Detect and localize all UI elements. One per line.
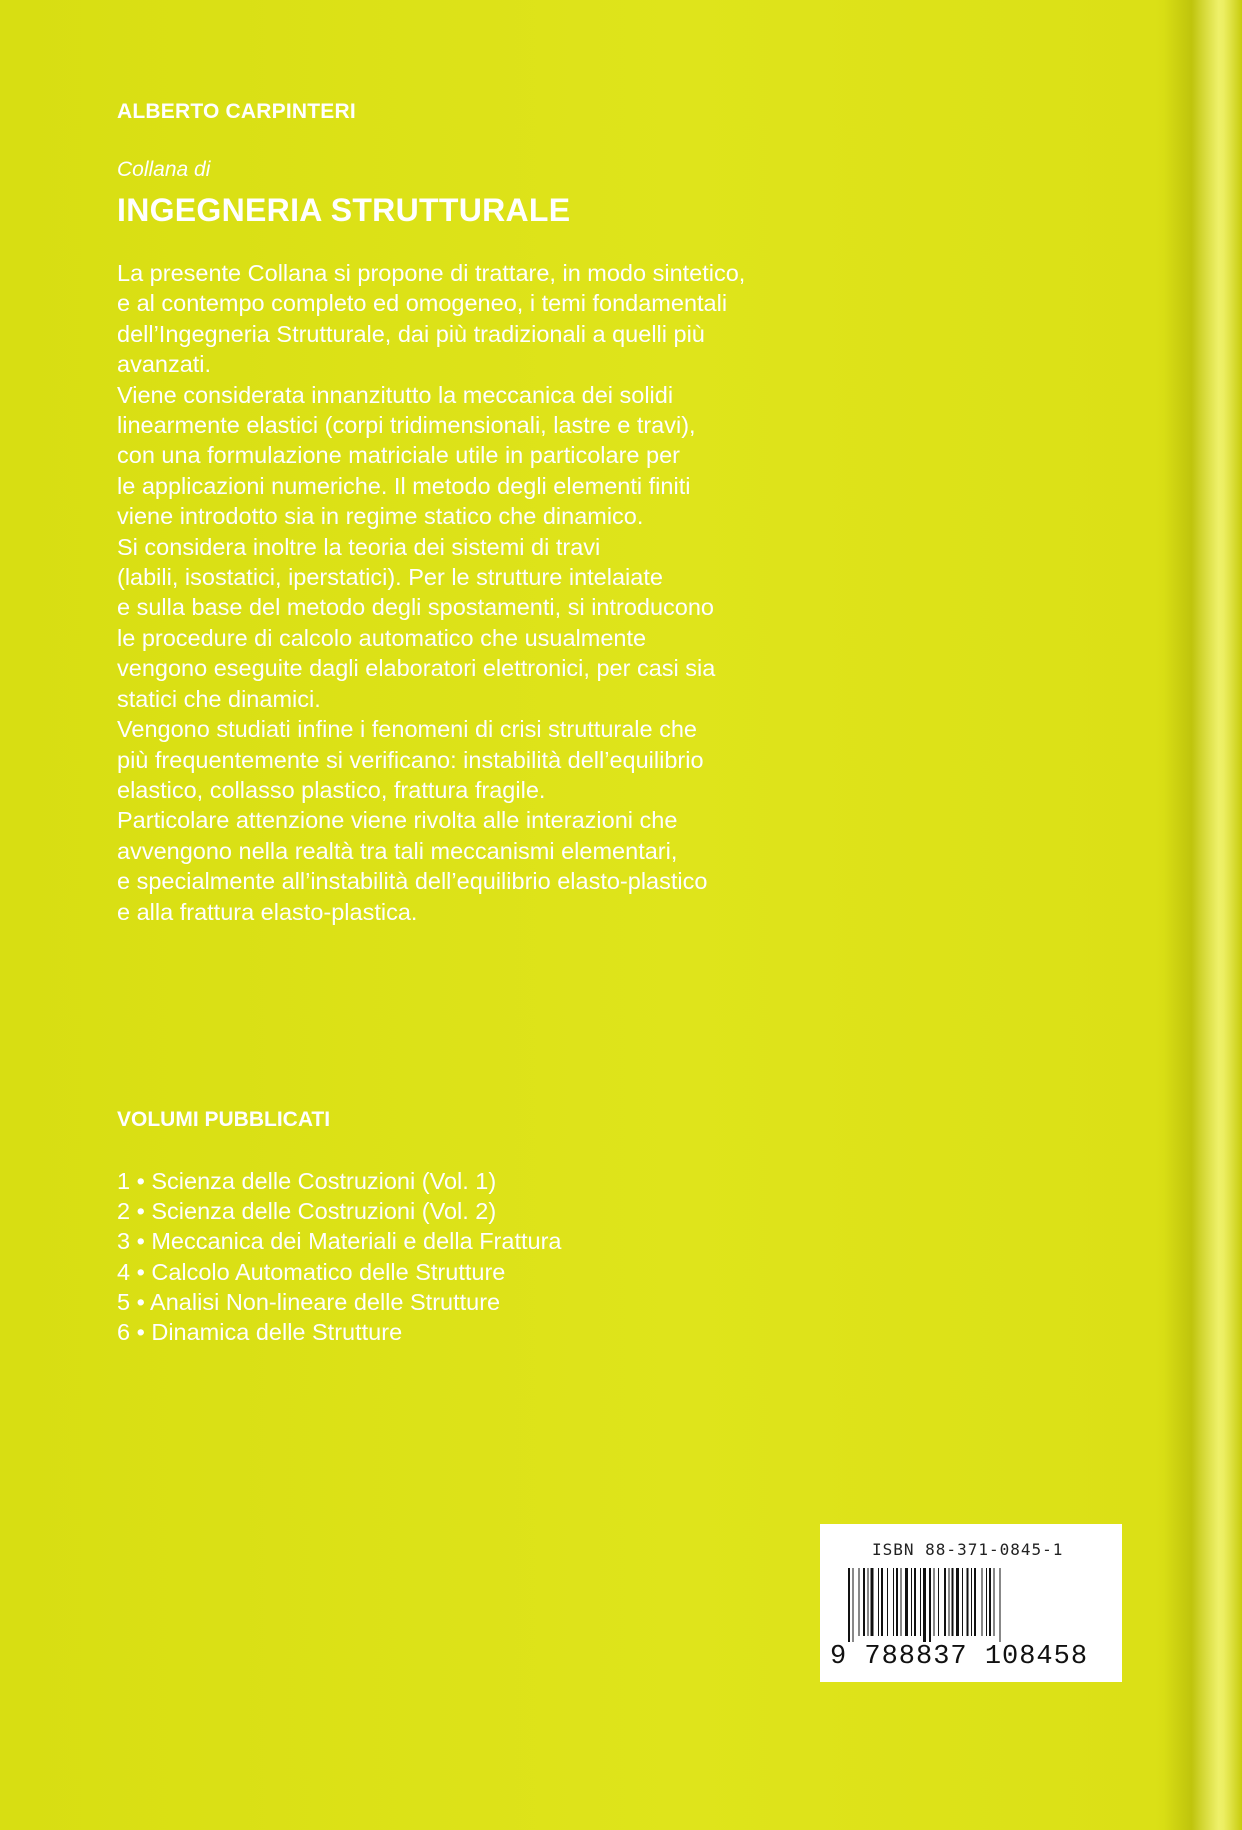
- description-line: (labili, isostatici, iperstatici). Per le strutture intelaiate: [117, 564, 663, 591]
- volume-item: 2 • Scienza delle Costruzioni (Vol. 2): [117, 1198, 497, 1225]
- barcode-digits: 9 788837 108458: [830, 1642, 1089, 1672]
- barcode-bar: [949, 1568, 950, 1636]
- barcode-bar: [920, 1568, 921, 1636]
- barcode-bar: [967, 1568, 969, 1636]
- barcode-bar: [944, 1568, 946, 1636]
- author-name: ALBERTO CARPINTERI: [117, 100, 356, 123]
- barcode-bar: [893, 1568, 894, 1636]
- description-line: Si considera inoltre la teoria dei sistemi di travi: [117, 533, 601, 560]
- isbn-number: ISBN 88-371-0845-1: [872, 1540, 1064, 1559]
- barcode-bar: [848, 1568, 850, 1642]
- description-line: e specialmente all’instabilità dell’equilibrio elasto-plastico: [117, 868, 708, 895]
- description-line: linearmente elastici (corpi tridimensionali, lastre e travi),: [117, 412, 696, 439]
- barcode-bar: [901, 1568, 902, 1636]
- description-line: le procedure di calcolo automatico che usualmente: [117, 624, 647, 651]
- volume-item: 3 • Meccanica dei Materiali e della Frattura: [117, 1228, 562, 1255]
- volume-item: 1 • Scienza delle Costruzioni (Vol. 1): [117, 1168, 497, 1194]
- barcode-bar: [914, 1568, 916, 1636]
- description-line: La presente Collana si propone di trattare, in modo sintetico,: [117, 260, 746, 286]
- description-line: vengono eseguite dagli elaboratori elettronici, per casi sia: [117, 655, 716, 682]
- description-line: e alla frattura elasto-plastica.: [117, 898, 418, 925]
- barcode-bar: [971, 1568, 972, 1636]
- volumes-list: [117, 1166, 561, 1347]
- description-line: avanzati.: [117, 351, 212, 378]
- barcode-bar: [952, 1568, 954, 1636]
- series-label: Collana di: [117, 158, 211, 181]
- description-line: le applicazioni numeriche. Il metodo degli elementi finiti: [117, 472, 691, 499]
- barcode-bar: [905, 1568, 908, 1636]
- volumes-heading: VOLUMI PUBBLICATI: [117, 1108, 331, 1131]
- description-line: più frequentemente si verificano: instabilità dell’equilibrio: [117, 746, 704, 773]
- barcode-bar: [863, 1568, 865, 1636]
- spine-edge: [1164, 0, 1242, 1830]
- description-line: dell’Ingegneria Strutturale, dai più tradizionali a quelli più: [117, 320, 705, 347]
- barcode-bar: [871, 1568, 874, 1636]
- description-line: statici che dinamici.: [117, 685, 321, 712]
- barcode-bar: [859, 1568, 860, 1636]
- barcode-bar: [896, 1568, 898, 1636]
- description-line: Vengono studiati infine i fenomeni di crisi strutturale che: [117, 716, 697, 743]
- barcode-bar: [887, 1568, 888, 1636]
- barcode-bar: [974, 1568, 976, 1636]
- barcode-bar: [923, 1568, 926, 1642]
- barcode-bar: [1000, 1568, 1001, 1642]
- barcode-label: [820, 1524, 1122, 1682]
- description-line: Viene considerata innanzitutto la meccanica dei solidi: [117, 381, 674, 408]
- barcode-bar: [853, 1568, 854, 1642]
- volume-item: 4 • Calcolo Automatico delle Strutture: [117, 1258, 506, 1285]
- volume-item: 6 • Dinamica delle Strutture: [117, 1319, 403, 1346]
- description-line: viene introdotto sia in regime statico che dinamico.: [117, 503, 644, 530]
- barcode-bar: [986, 1568, 987, 1636]
- description-line: elastico, collasso plastico, frattura fragile.: [117, 776, 546, 803]
- barcode-bar: [878, 1568, 879, 1636]
- barcode-bar: [929, 1568, 931, 1642]
- barcode-bar: [934, 1568, 935, 1636]
- barcode-bar: [994, 1568, 995, 1636]
- barcode-bar: [911, 1568, 912, 1636]
- barcode-bar: [956, 1568, 959, 1636]
- description-line: Particolare attenzione viene rivolta alle interazioni che: [117, 807, 678, 834]
- barcode-bar: [881, 1568, 883, 1636]
- description-line: con una formulazione matriciale utile in particolare per: [117, 442, 680, 469]
- barcode-bar: [868, 1568, 869, 1636]
- volume-item: 5 • Analisi Non-lineare delle Strutture: [117, 1288, 501, 1315]
- barcode-bar: [989, 1568, 991, 1636]
- description-line: e al contempo completo ed omogeneo, i temi fondamentali: [117, 290, 728, 317]
- description-line: avvengono nella realtà tra tali meccanismi elementari,: [117, 837, 678, 864]
- series-title: INGEGNERIA STRUTTURALE: [117, 192, 571, 228]
- barcode-bars: [844, 1568, 1102, 1642]
- barcode-bar: [962, 1568, 963, 1636]
- barcode-bar: [938, 1568, 939, 1636]
- series-description: [117, 258, 907, 927]
- description-line: e sulla base del metodo degli spostamenti, si introducono: [117, 594, 715, 621]
- barcode-bar: [982, 1568, 983, 1636]
